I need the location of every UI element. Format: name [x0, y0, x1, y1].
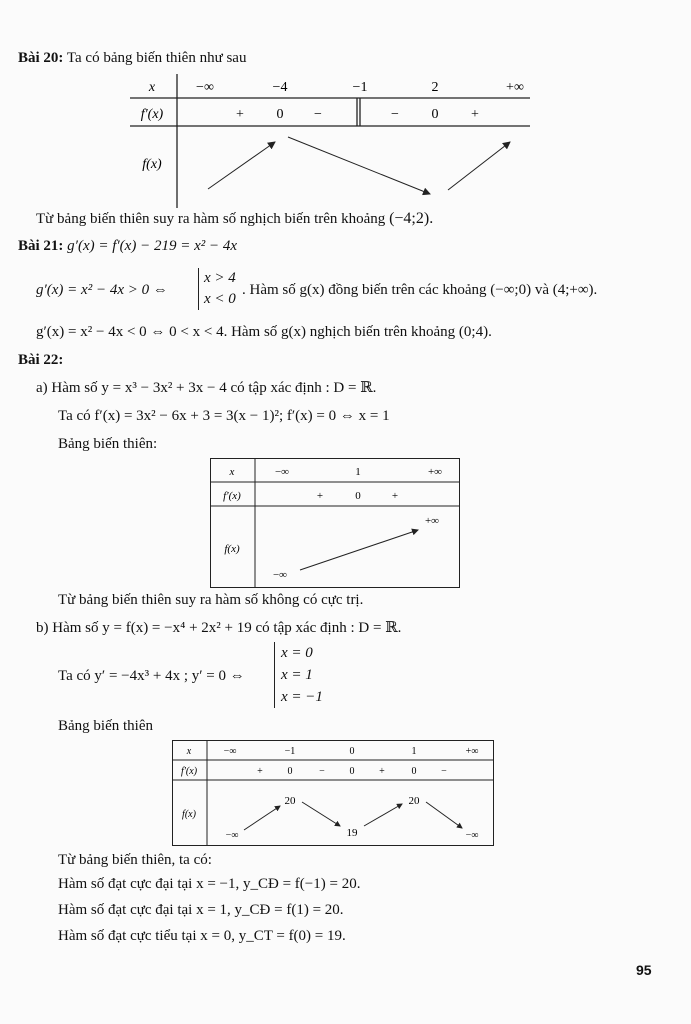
bai22b-decrease-arrow — [426, 802, 462, 828]
bai21-case-bracket — [198, 268, 236, 310]
bai21-line3: g′(x) = x² − 4x < 0 ⇔ 0 < x < 4. Hàm số g(x) nghịch biến trên khoảng (0;4). — [36, 324, 492, 340]
bai20-x-value: +∞ — [506, 80, 524, 95]
bai21-line2-text: . Hàm số g(x) đồng biến trên các khoảng (−∞;0) và (4;+∞). — [242, 282, 598, 298]
bai22-a-conclusion: Từ bảng biến thiên suy ra hàm số không có cực trị. — [58, 592, 364, 608]
bai22b-fp-label: f′(x) — [180, 766, 198, 777]
bai20-fp-sign: − — [391, 107, 399, 122]
bai20-f-label: f(x) — [142, 157, 162, 172]
bai20-increase-arrow — [208, 142, 275, 189]
bai20-increase-arrow — [448, 142, 510, 190]
bai22-a-bbt-label: Bảng biến thiên: — [58, 436, 158, 452]
bai22b-f-value: −∞ — [225, 830, 239, 841]
bai21-case: x > 4 — [204, 270, 236, 286]
bai22-b-line2: Ta có y′ = −4x³ + 4x ; y′ = 0 ⇔ — [58, 668, 245, 684]
bai20-intro: Ta có bảng biến thiên như sau — [66, 50, 247, 66]
bai21-line1: g′(x) = f′(x) − 219 = x² − 4x — [67, 238, 237, 254]
bai22a-fp-sign: + — [316, 490, 324, 502]
bai20-fp-sign: − — [314, 107, 322, 122]
bai20-fp-sign: + — [236, 107, 244, 122]
bai20-label: Bài 20: — [18, 50, 64, 66]
bai22a-f-label: f(x) — [224, 543, 240, 555]
bai22b-fp-sign: 0 — [287, 766, 293, 777]
bai22a-x-label: x — [229, 466, 235, 478]
page-number: 95 — [636, 962, 652, 978]
bai22-b-case: x = 1 — [281, 667, 313, 683]
bai22a-f-bottom: −∞ — [272, 569, 288, 581]
bai21-label: Bài 21: — [18, 238, 64, 254]
bai21-line2 — [36, 282, 168, 299]
bai22a-fp-label: f′(x) — [223, 490, 241, 502]
bai22-b-case-bracket — [274, 642, 323, 708]
bai20-x-value: 2 — [431, 80, 439, 95]
bai20-fp-sign: 0 — [431, 107, 439, 122]
bai20-x-value: −∞ — [196, 80, 214, 95]
bai20-fp-sign: + — [471, 107, 479, 122]
bai22a-increase-arrow — [300, 530, 418, 570]
bai22-b-line1: b) Hàm số y = f(x) = −x⁴ + 2x² + 19 có tập xác định : D = ℝ. — [36, 620, 402, 636]
bai22b-f-label: f(x) — [182, 809, 196, 820]
bai22b-increase-arrow — [244, 806, 280, 830]
bai22b-fp-sign: + — [379, 766, 385, 777]
bai20-x-label: x — [148, 80, 156, 95]
bai22b-x-value: +∞ — [465, 746, 479, 757]
bai22a-x-value: −∞ — [274, 466, 290, 478]
bai22-b-case: x = −1 — [281, 689, 323, 705]
bai22-b-conc-intro: Từ bảng biến thiên, ta có: — [58, 852, 212, 868]
bai22a-fp-sign: + — [391, 490, 399, 502]
bai22a-x-value: 1 — [355, 466, 361, 478]
bai20-x-value: −4 — [272, 80, 288, 95]
bai22-b-conc: Hàm số đạt cực đại tại x = −1, y_CĐ = f(−1) = 20. — [58, 876, 361, 892]
bai20-conclusion-text: Từ bảng biến thiên suy ra hàm số nghịch biến trên khoảng — [36, 211, 386, 227]
bai22a-fp-sign: 0 — [355, 490, 361, 502]
bai20-conclusion-interval: (−4;2). — [389, 210, 434, 227]
bai22b-fp-sign: + — [257, 766, 263, 777]
bai22b-x-value: 0 — [349, 746, 355, 757]
bai22b-fp-sign: − — [319, 766, 325, 777]
bai20-decrease-arrow — [288, 137, 430, 194]
bai21-line2-math: g′(x) = x² − 4x > 0 ⇔ — [36, 282, 168, 298]
bai20-variation-table — [130, 74, 530, 208]
bai20-fp-label: f'(x) — [140, 107, 164, 122]
bai22b-f-value: 20 — [408, 795, 420, 807]
bai22-label: Bài 22: — [18, 352, 64, 368]
bai20-x-value: −1 — [352, 80, 368, 95]
bai22b-x-value: 1 — [411, 746, 417, 757]
bai22b-x-label: x — [186, 746, 192, 757]
bai22b-x-value: −1 — [284, 746, 296, 757]
bai22b-fp-sign: 0 — [349, 766, 355, 777]
bai22b-x-value: −∞ — [223, 746, 237, 757]
bai22-a-variation-table — [210, 458, 460, 588]
bai22-b-case: x = 0 — [281, 645, 313, 661]
bai22b-f-value: 19 — [346, 827, 358, 839]
bai21-case: x < 0 — [204, 291, 236, 307]
bai22-b-conc: Hàm số đạt cực đại tại x = 1, y_CĐ = f(1) = 20. — [58, 902, 344, 918]
bai22b-decrease-arrow — [302, 802, 340, 826]
bai22-b-conc: Hàm số đạt cực tiểu tại x = 0, y_CT = f(0) = 19. — [58, 928, 346, 944]
bai22-a-line2: Ta có f′(x) = 3x² − 6x + 3 = 3(x − 1)²; f′(x) = 0 ⇔ x = 1 — [58, 408, 390, 424]
bai20-heading — [18, 50, 246, 67]
bai20-conclusion — [36, 210, 433, 228]
bai22b-f-value: −∞ — [465, 830, 479, 841]
bai22-b-bbt-label: Bảng biến thiên — [58, 718, 153, 734]
bai22b-f-value: 20 — [284, 795, 296, 807]
bai22-a-line1: a) Hàm số y = x³ − 3x² + 3x − 4 có tập xác định : D = ℝ. — [36, 380, 377, 396]
bai22b-fp-sign: 0 — [411, 766, 417, 777]
bai20-fp-sign: 0 — [276, 107, 284, 122]
bai22a-f-top: +∞ — [424, 515, 440, 527]
bai22b-increase-arrow — [364, 804, 402, 826]
bai22-b-variation-table — [172, 740, 494, 846]
bai21-heading — [18, 238, 237, 255]
bai22b-fp-sign: − — [441, 766, 447, 777]
bai22a-x-value: +∞ — [427, 466, 443, 478]
